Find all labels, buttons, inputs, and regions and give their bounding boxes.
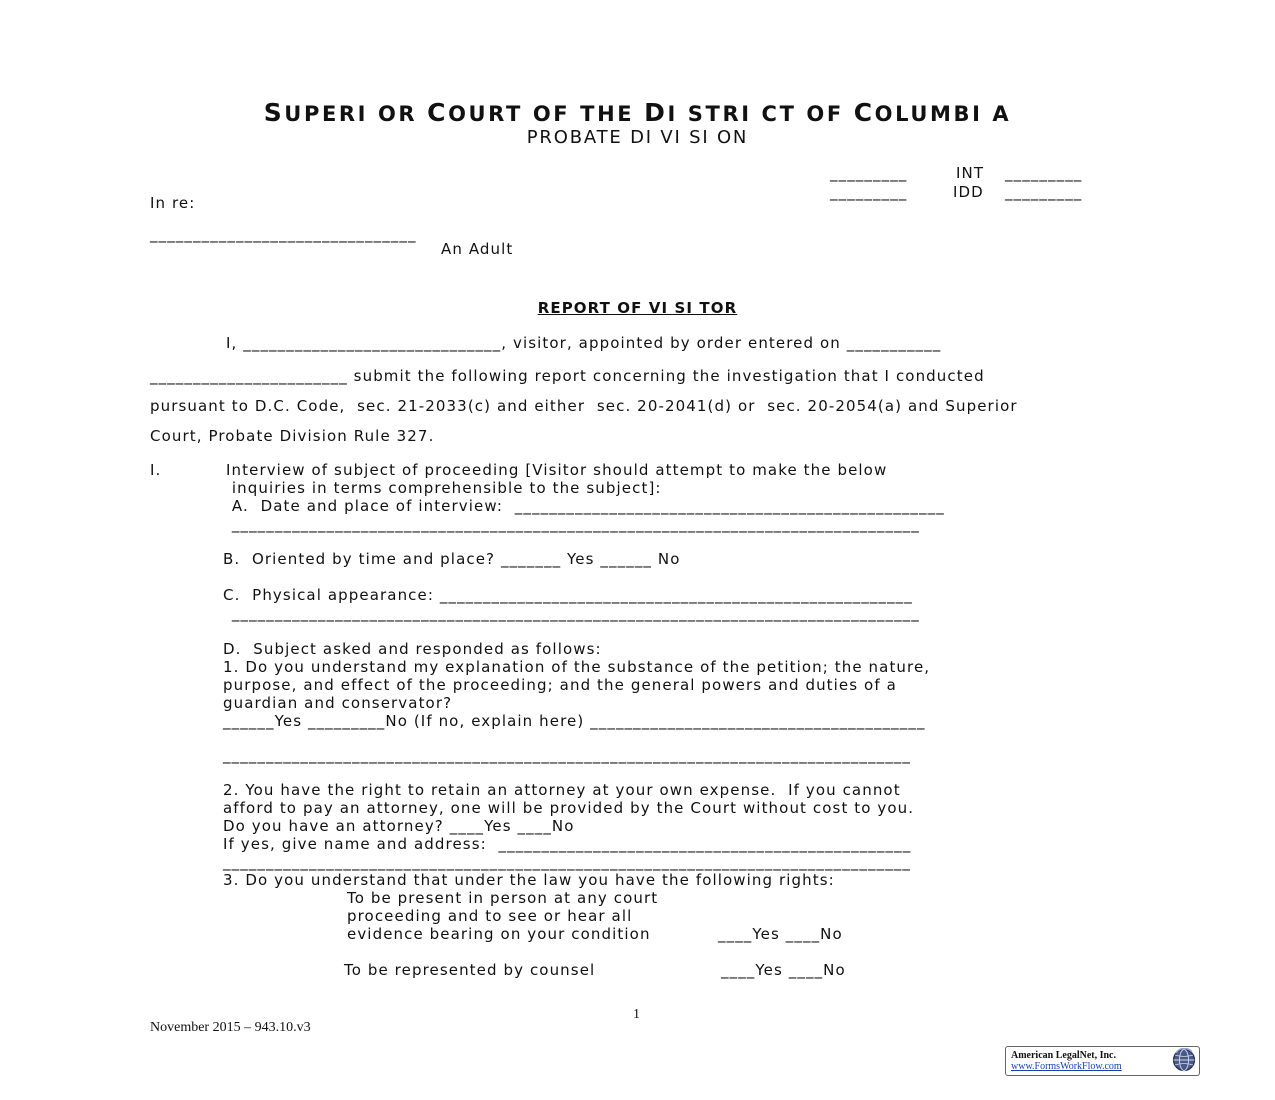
section-heading-1: Interview of subject of proceeding [Visitor should attempt to make the below [226, 461, 888, 479]
court-name [0, 98, 1275, 127]
court-name-S: S [263, 98, 285, 127]
in-re-label: In re: [150, 194, 196, 212]
intro-line-2[interactable]: _______________________ submit the following report concerning the investigation that I conducted [150, 367, 985, 385]
legalnet-logo[interactable] [1005, 1046, 1200, 1076]
right-2-answer[interactable]: ____Yes ____No [721, 961, 846, 979]
attorney-name-address-field[interactable]: If yes, give name and address: ________________________________________________ [223, 835, 912, 853]
question-3-heading: 3. Do you understand that under the law you have the following rights: [223, 871, 835, 889]
division-title: PROBATE DI VI SI ON [526, 127, 749, 148]
court-name-D: D [644, 98, 668, 127]
question-2-answer[interactable]: Do you have an attorney? ____Yes ____No [223, 817, 575, 835]
intro-line-3: pursuant to D.C. Code, sec. 21-2033(c) and either sec. 20-2041(d) or sec. 20-2054(a) and Superior [150, 397, 1018, 415]
form-id: November 2015 – 943.10.v3 [150, 1020, 311, 1035]
idd-label: IDD [953, 183, 984, 201]
an-adult-label: An Adult [441, 240, 514, 258]
intro-line-1[interactable]: I, ______________________________, visitor, appointed by order entered on ___________ [226, 334, 942, 352]
logo-url-link[interactable]: www.FormsWorkFlow.com [1011, 1061, 1122, 1072]
court-name-part1: UPERI OR [284, 102, 428, 126]
question-1-line-1: 1. Do you understand my explanation of the substance of the petition; the nature, [223, 658, 931, 676]
int-right-field[interactable]: _________ [1005, 164, 1083, 182]
question-2-line-2: afford to pay an attorney, one will be provided by the Court without cost to you. [223, 799, 915, 817]
idd-left-field[interactable]: _________ [830, 183, 908, 201]
right-2-text: To be represented by counsel [344, 961, 596, 979]
oriented-question[interactable]: B. Oriented by time and place? _______ Yes ______ No [223, 550, 681, 568]
idd-right-field[interactable]: _________ [1005, 183, 1083, 201]
question-1-line-2: purpose, and effect of the proceeding; and the general powers and duties of a [223, 676, 897, 694]
physical-appearance-line-2[interactable]: ________________________________________________________________________________ [226, 604, 920, 622]
page-number: 1 [633, 1007, 640, 1022]
int-left-field[interactable]: _________ [830, 164, 908, 182]
physical-appearance-field[interactable]: C. Physical appearance: _______________________________________________________ [223, 586, 913, 604]
question-1-explain-line[interactable]: ________________________________________________________________________________ [223, 746, 911, 764]
right-1-line-3: evidence bearing on your condition [347, 925, 651, 943]
interview-date-place-line-2[interactable]: ________________________________________________________________________________ [226, 515, 920, 533]
subject-responses-heading: D. Subject asked and responded as follows: [223, 640, 602, 658]
court-name-Co: C [853, 98, 875, 127]
logo-company-name: American LegalNet, Inc. [1011, 1050, 1116, 1061]
interview-date-place-field[interactable]: A. Date and place of interview: __________________________________________________ [226, 497, 945, 515]
court-name-C: C [427, 98, 449, 127]
globe-icon [1172, 1048, 1196, 1072]
right-1-answer[interactable]: ____Yes ____No [718, 925, 843, 943]
court-name-part2: OURT OF THE [448, 102, 645, 126]
question-1-answer[interactable]: ______Yes _________No (If no, explain here) _______________________________________ [223, 712, 926, 730]
intro-line-4: Court, Probate Division Rule 327. [150, 427, 435, 445]
section-heading-2: inquiries in terms comprehensible to the subject]: [226, 479, 662, 497]
court-name-part4: OLUMBI A [874, 102, 1012, 126]
report-title: REPORT OF VI SI TOR [537, 299, 738, 317]
right-1-line-2: proceeding and to see or hear all [347, 907, 633, 925]
court-name-part3: I STRI CT OF [667, 102, 854, 126]
question-1-line-3: guardian and conservator? [223, 694, 453, 712]
int-label: INT [956, 164, 985, 182]
question-2-line-1: 2. You have the right to retain an attorney at your own expense. If you cannot [223, 781, 901, 799]
attorney-name-address-line-2[interactable]: ________________________________________________________________________________ [223, 853, 911, 871]
right-1-line-1: To be present in person at any court [347, 889, 659, 907]
adult-name-field[interactable]: _______________________________ [150, 225, 417, 243]
section-number: I. [150, 461, 162, 479]
